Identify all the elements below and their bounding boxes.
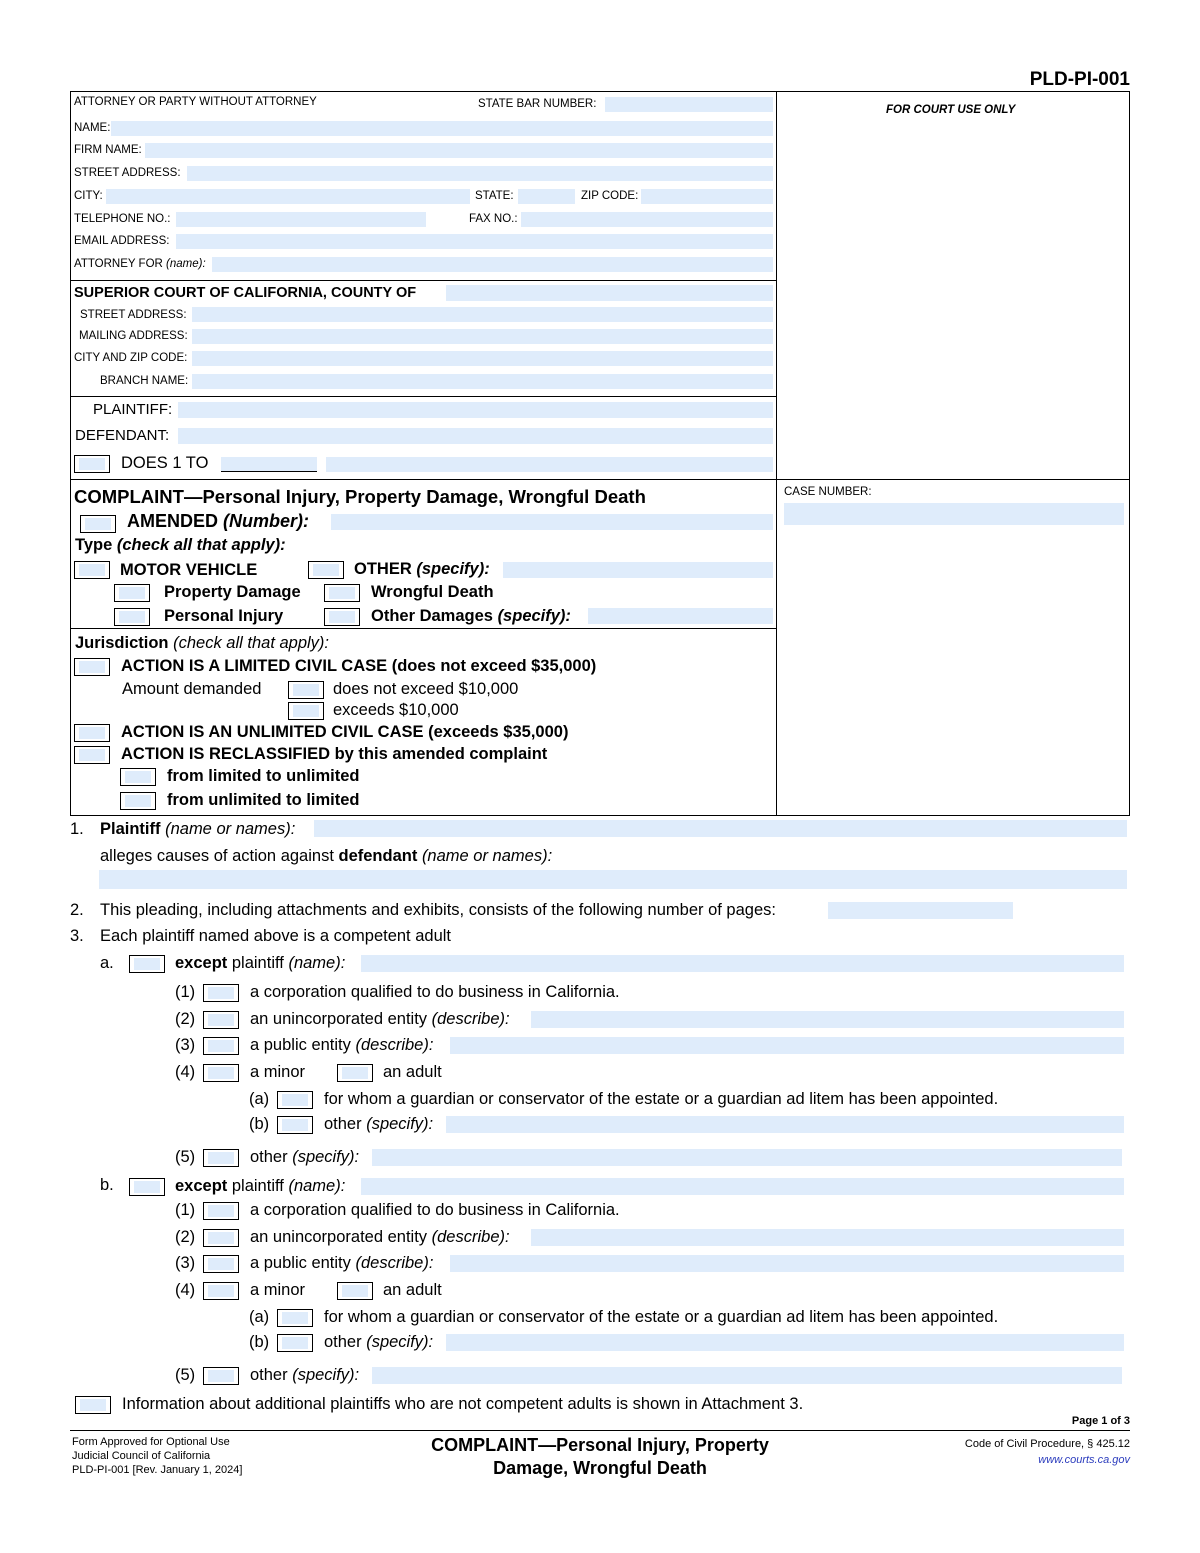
email-label: EMAIL ADDRESS: xyxy=(74,235,170,247)
b4-minor-label: a minor xyxy=(250,1281,306,1299)
a5-label: other (specify): xyxy=(250,1148,360,1166)
does-checkbox[interactable] xyxy=(74,455,110,473)
plaintiff-input[interactable] xyxy=(178,402,773,418)
a4b-checkbox[interactable] xyxy=(277,1116,313,1134)
a4b-label: other (specify): xyxy=(324,1115,434,1133)
plaintiff-label: PLAINTIFF: xyxy=(93,401,173,418)
court-cityzip-input[interactable] xyxy=(192,351,773,366)
b4-number: (4) xyxy=(175,1281,196,1299)
a4a-letter: (a) xyxy=(249,1090,270,1108)
state-bar-label: STATE BAR NUMBER: xyxy=(478,98,597,110)
a1-number: (1) xyxy=(175,983,196,1001)
street-label: STREET ADDRESS: xyxy=(74,167,181,179)
a3-input[interactable] xyxy=(450,1037,1124,1054)
court-mailing-input[interactable] xyxy=(192,329,773,344)
form-id: PLD-PI-001 xyxy=(1029,69,1130,90)
b1-number: (1) xyxy=(175,1201,196,1219)
footer-rule xyxy=(70,1430,1130,1431)
b3-number: (3) xyxy=(175,1254,196,1272)
caption-divider xyxy=(776,91,777,816)
not-exceed-checkbox[interactable] xyxy=(288,681,324,699)
a4a-checkbox[interactable] xyxy=(277,1091,313,1109)
footer-code: Code of Civil Procedure, § 425.12 xyxy=(964,1438,1130,1450)
b4a-letter: (a) xyxy=(249,1308,270,1326)
b4b-letter: (b) xyxy=(249,1333,270,1351)
amended-checkbox[interactable] xyxy=(80,515,116,533)
except-b-input[interactable] xyxy=(361,1178,1124,1195)
attachment-checkbox[interactable] xyxy=(75,1396,111,1414)
firm-input[interactable] xyxy=(145,143,773,158)
a5-checkbox[interactable] xyxy=(203,1149,239,1167)
a2-input[interactable] xyxy=(531,1011,1124,1028)
tel-label: TELEPHONE NO.: xyxy=(74,213,171,225)
item3-number: 3. xyxy=(70,927,84,945)
a4-minor-checkbox[interactable] xyxy=(203,1064,239,1082)
county-input[interactable] xyxy=(446,285,773,301)
other-damages-label: Other Damages (specify): xyxy=(371,607,571,625)
reclassified-label: ACTION IS RECLASSIFIED by this amended complaint xyxy=(121,745,548,763)
court-street-input[interactable] xyxy=(192,307,773,322)
motor-vehicle-label: MOTOR VEHICLE xyxy=(120,561,258,579)
name-input[interactable] xyxy=(111,121,773,136)
attorney-for-label: ATTORNEY FOR (name): xyxy=(74,258,206,270)
a1-checkbox[interactable] xyxy=(203,984,239,1002)
city-input[interactable] xyxy=(106,189,470,204)
does-label: DOES 1 TO xyxy=(121,454,209,472)
other-damages-checkbox[interactable] xyxy=(324,608,360,626)
b4-adult-label: an adult xyxy=(383,1281,442,1299)
b4b-input[interactable] xyxy=(446,1334,1124,1351)
b4a-checkbox[interactable] xyxy=(277,1309,313,1327)
amended-number-input[interactable] xyxy=(331,514,773,530)
court-branch-input[interactable] xyxy=(192,374,773,389)
a4-minor-label: a minor xyxy=(250,1063,306,1081)
email-input[interactable] xyxy=(176,234,773,249)
pages-input[interactable] xyxy=(828,902,1013,919)
state-label: STATE: xyxy=(475,190,514,202)
motor-vehicle-checkbox[interactable] xyxy=(74,561,110,579)
exceeds-label: exceeds $10,000 xyxy=(333,701,459,719)
b4a-label: for whom a guardian or conservator of the estate or a guardian ad litem has been appointed. xyxy=(324,1308,999,1326)
zip-label: ZIP CODE: xyxy=(581,190,639,202)
b5-input[interactable] xyxy=(372,1367,1122,1384)
a4a-label: for whom a guardian or conservator of the estate or a guardian ad litem has been appointed. xyxy=(324,1090,999,1108)
firm-label: FIRM NAME: xyxy=(74,144,142,156)
b5-label: other (specify): xyxy=(250,1366,360,1384)
exceeds-checkbox[interactable] xyxy=(288,702,324,720)
b5-checkbox[interactable] xyxy=(203,1367,239,1385)
defendant-input[interactable] xyxy=(178,428,773,444)
property-damage-checkbox[interactable] xyxy=(114,584,150,602)
a3-number: (3) xyxy=(175,1036,196,1054)
unlimited-label: ACTION IS AN UNLIMITED CIVIL CASE (exceeds $35,000) xyxy=(121,723,569,741)
a4b-input[interactable] xyxy=(446,1116,1124,1133)
pages-label: This pleading, including attachments and exhibits, consists of the following number of pages: xyxy=(100,901,776,919)
item3a-letter: a. xyxy=(100,954,114,972)
b2-input[interactable] xyxy=(531,1229,1124,1246)
unlim-to-lim-checkbox[interactable] xyxy=(120,792,156,810)
item1-label: Plaintiff (name or names): xyxy=(100,820,296,838)
divider-court xyxy=(70,396,776,397)
attachment-label: Information about additional plaintiffs who are not competent adults is shown in Attachment 3. xyxy=(122,1395,804,1413)
other-type-label: OTHER (specify): xyxy=(354,560,490,578)
court-cityzip-label: CITY AND ZIP CODE: xyxy=(74,352,188,364)
a2-number: (2) xyxy=(175,1010,196,1028)
attorney-header: ATTORNEY OR PARTY WITHOUT ATTORNEY xyxy=(74,96,317,108)
a4-adult-checkbox[interactable] xyxy=(337,1064,373,1082)
footer-url[interactable]: www.courts.ca.gov xyxy=(1038,1454,1130,1466)
wrongful-death-label: Wrongful Death xyxy=(371,583,494,601)
except-a-input[interactable] xyxy=(361,955,1124,972)
defendant-label: DEFENDANT: xyxy=(75,427,170,444)
footer-left-3: PLD-PI-001 [Rev. January 1, 2024] xyxy=(72,1464,243,1476)
zip-input[interactable] xyxy=(641,189,773,204)
b3-checkbox[interactable] xyxy=(203,1255,239,1273)
court-use-label: FOR COURT USE ONLY xyxy=(886,104,1016,116)
item2-number: 2. xyxy=(70,901,84,919)
other-type-input[interactable] xyxy=(503,562,773,578)
personal-injury-checkbox[interactable] xyxy=(114,608,150,626)
b5-number: (5) xyxy=(175,1366,196,1384)
a4-number: (4) xyxy=(175,1063,196,1081)
limited-label: ACTION IS A LIMITED CIVIL CASE (does not exceed $35,000) xyxy=(121,657,597,675)
a5-number: (5) xyxy=(175,1148,196,1166)
type-label: Type (check all that apply): xyxy=(75,536,286,554)
fax-label: FAX NO.: xyxy=(469,213,518,225)
street-input[interactable] xyxy=(187,166,773,181)
not-exceed-label: does not exceed $10,000 xyxy=(333,680,519,698)
state-bar-input[interactable] xyxy=(605,97,773,112)
b4b-checkbox[interactable] xyxy=(277,1334,313,1352)
defendant-names-input[interactable] xyxy=(99,870,1127,889)
a4-adult-label: an adult xyxy=(383,1063,442,1081)
a3-label: a public entity (describe): xyxy=(250,1036,434,1054)
complaint-title: COMPLAINT—Personal Injury, Property Damage, Wrongful Death xyxy=(74,486,646,507)
other-damages-input[interactable] xyxy=(588,608,773,624)
except-b-label: except plaintiff (name): xyxy=(175,1177,346,1195)
item3b-letter: b. xyxy=(100,1176,114,1194)
wrongful-death-checkbox[interactable] xyxy=(324,584,360,602)
state-input[interactable] xyxy=(518,189,575,204)
city-label: CITY: xyxy=(74,190,103,202)
item1-number: 1. xyxy=(70,820,84,838)
a2-label: an unincorporated entity (describe): xyxy=(250,1010,510,1028)
alleges-label: alleges causes of action against defendant (name or names): xyxy=(100,847,553,865)
b3-input[interactable] xyxy=(450,1255,1124,1272)
court-mailing-label: MAILING ADDRESS: xyxy=(79,330,188,342)
footer-title-2: Damage, Wrongful Death xyxy=(493,1458,707,1478)
b1-checkbox[interactable] xyxy=(203,1202,239,1220)
court-branch-label: BRANCH NAME: xyxy=(100,375,189,387)
a4b-letter: (b) xyxy=(249,1115,270,1133)
divider-parties xyxy=(70,479,1130,480)
jurisdiction-label: Jurisdiction (check all that apply): xyxy=(75,634,330,652)
unlimited-checkbox[interactable] xyxy=(74,724,110,742)
a3-checkbox[interactable] xyxy=(203,1037,239,1055)
name-label: NAME: xyxy=(74,122,111,134)
reclassified-checkbox[interactable] xyxy=(74,746,110,764)
tel-input[interactable] xyxy=(176,212,426,227)
b2-number: (2) xyxy=(175,1228,196,1246)
a5-input[interactable] xyxy=(372,1149,1122,1166)
b4b-label: other (specify): xyxy=(324,1333,434,1351)
b1-label: a corporation qualified to do business in California. xyxy=(250,1201,620,1219)
amount-label: Amount demanded xyxy=(122,680,262,698)
lim-to-unlim-label: from limited to unlimited xyxy=(167,767,360,785)
court-title: SUPERIOR COURT OF CALIFORNIA, COUNTY OF xyxy=(74,285,417,301)
footer-left-1: Form Approved for Optional Use xyxy=(72,1436,230,1448)
b2-checkbox[interactable] xyxy=(203,1229,239,1247)
b2-label: an unincorporated entity (describe): xyxy=(250,1228,510,1246)
divider-type xyxy=(70,628,776,629)
case-number-label: CASE NUMBER: xyxy=(784,486,872,498)
except-a-checkbox[interactable] xyxy=(129,955,165,973)
attorney-for-input[interactable] xyxy=(212,257,773,272)
b4-minor-checkbox[interactable] xyxy=(203,1282,239,1300)
case-number-input[interactable] xyxy=(784,503,1124,525)
b3-label: a public entity (describe): xyxy=(250,1254,434,1272)
limited-checkbox[interactable] xyxy=(74,658,110,676)
b4-adult-checkbox[interactable] xyxy=(337,1282,373,1300)
fax-input[interactable] xyxy=(521,212,773,227)
footer-title-1: COMPLAINT—Personal Injury, Property xyxy=(431,1435,769,1455)
page-number: Page 1 of 3 xyxy=(1071,1415,1130,1427)
except-a-label: except plaintiff (name): xyxy=(175,954,346,972)
other-type-checkbox[interactable] xyxy=(308,561,344,579)
except-b-checkbox[interactable] xyxy=(129,1178,165,1196)
lim-to-unlim-checkbox[interactable] xyxy=(120,768,156,786)
personal-injury-label: Personal Injury xyxy=(164,607,284,625)
does-count-input[interactable] xyxy=(221,457,317,472)
does-extra-input[interactable] xyxy=(326,457,773,472)
amended-label: AMENDED (Number): xyxy=(127,511,310,531)
a2-checkbox[interactable] xyxy=(203,1011,239,1029)
footer-left-2: Judicial Council of California xyxy=(72,1450,211,1462)
unlim-to-lim-label: from unlimited to limited xyxy=(167,791,360,809)
plaintiff-names-input[interactable] xyxy=(314,820,1127,837)
property-damage-label: Property Damage xyxy=(164,583,301,601)
court-street-label: STREET ADDRESS: xyxy=(80,309,187,321)
a1-label: a corporation qualified to do business in California. xyxy=(250,983,620,1001)
divider-attorney xyxy=(70,280,776,281)
competent-label: Each plaintiff named above is a competent adult xyxy=(100,927,452,945)
